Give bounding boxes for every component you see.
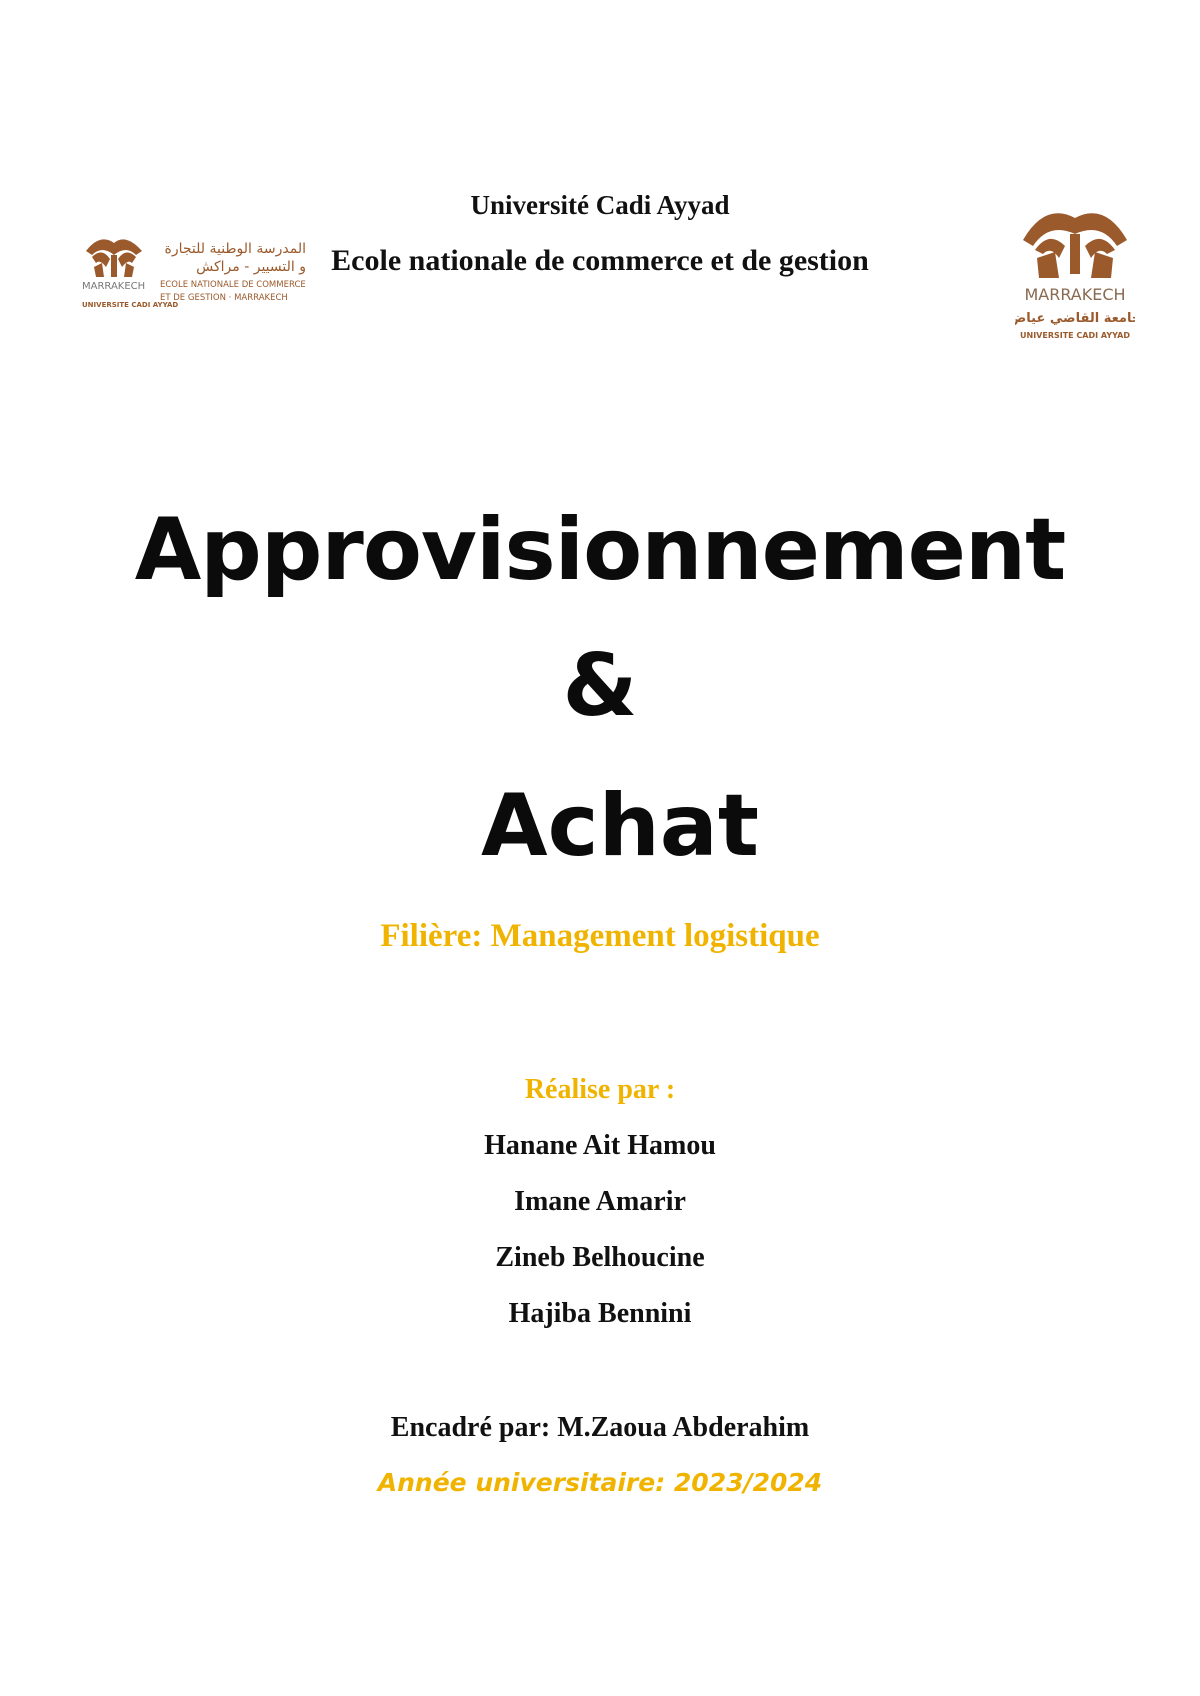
authors-label: Réalise par : (524, 1074, 676, 1105)
author-name: Hajiba Bennini (508, 1298, 692, 1329)
author-name: Imane Amarir (514, 1186, 686, 1217)
document-title-line3: Achat (481, 776, 759, 876)
svg-text:MARRAKECH: MARRAKECH (1024, 285, 1126, 304)
svg-text:ET DE GESTION · MARRAKECH: ET DE GESTION · MARRAKECH (160, 293, 288, 303)
supervisor: Encadré par: M.Zaoua Abderahim (390, 1412, 810, 1443)
svg-text:المدرسة الوطنية للتجارة: المدرسة الوطنية للتجارة (164, 241, 306, 257)
document-title-ampersand: & (562, 636, 638, 736)
document-title-line1: Approvisionnement (134, 500, 1066, 600)
svg-text:UNIVERSITE CADI AYYAD: UNIVERSITE CADI AYYAD (82, 301, 179, 309)
svg-text:ECOLE NATIONALE DE COMMERCE: ECOLE NATIONALE DE COMMERCE (160, 280, 306, 290)
svg-text:و التسيير - مراكش: و التسيير - مراكش (196, 259, 306, 275)
program-field: Filière: Management logistique (380, 918, 820, 954)
academic-year: Année universitaire: 2023/2024 (377, 1468, 823, 1497)
svg-text:جامعة القاضي عياض: جامعة القاضي عياض (1015, 311, 1135, 326)
author-name: Zineb Belhoucine (495, 1242, 705, 1273)
university-name: Université Cadi Ayyad (470, 190, 730, 220)
author-name: Hanane Ait Hamou (484, 1130, 716, 1161)
svg-text:MARRAKECH: MARRAKECH (82, 281, 146, 292)
svg-text:UNIVERSITE CADI AYYAD: UNIVERSITE CADI AYYAD (1020, 331, 1130, 340)
school-name: Ecole nationale de commerce et de gestion (331, 244, 869, 277)
